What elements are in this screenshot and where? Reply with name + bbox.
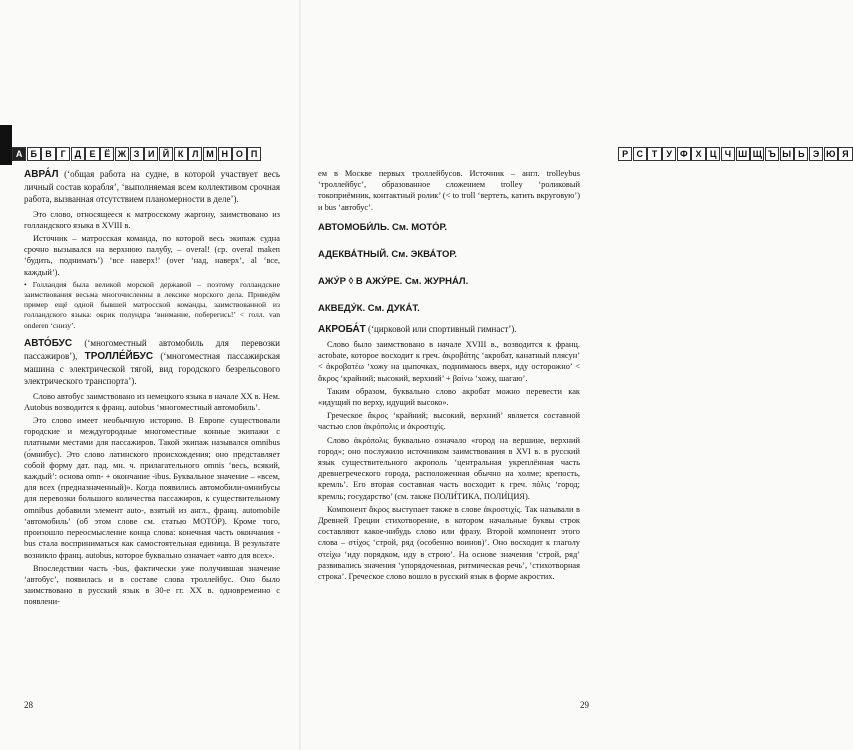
paragraph: Слово ἀκρόπολις буквально означало «город на вершине, верхний город»; оно послужило источником заимствования в XVI в. в русский язык существительного акрополь ‘центральная укреплённая часть древнегреческого города, расположенная обычно на холме; крепость, кремль’. Его вторая составная часть восходит к греч. πόλις ‘город; кремль; государство’ (см. также ПОЛИ́ТИКА, ПОЛИ́ЦИЯ). <box>318 435 580 501</box>
alphabet-letter: Ж <box>115 147 129 161</box>
headword-trolleybus: ТРОЛЛЕ́ЙБУС <box>84 351 154 363</box>
xref-adekvatny: АДЕКВА́ТНЫЙ. См. ЭКВА́ТОР. <box>318 248 457 260</box>
alphabet-letter: Д <box>71 147 85 161</box>
paragraph: Впоследствии часть -bus, фактически уже получившая значение ‘автобус’, появилась и в составе слова троллейбус. Оно было заимствовано в русский язык в 30-е гг. XX в. одновременно с появлени- <box>24 563 280 607</box>
alphabet-letter: Т <box>647 147 661 161</box>
continuation: ем в Москве первых троллейбусов. Источник – англ. trolleybus ‘троллейбус’, образованное сложением trolley ‘роликовый токоприёмник, контактный ролик’ (< to troll ‘вертеть, катить вкруговую’) и bus ‘автобус’. <box>318 169 580 212</box>
alphabet-letter: Х <box>691 147 705 161</box>
left-page <box>0 0 300 750</box>
alphabet-letter: Р <box>618 147 632 161</box>
alphabet-letter: Г <box>56 147 70 161</box>
paragraph: Слово было заимствовано в начале XVIII в., возводится к франц. acrobate, которое восходит к греч. ἀκροβάτης ‘акробат, канатный плясун’ < ἀκροβατέω ‘хожу на цыпочках, поднимаюсь вверх, иду осторожно’ < ἄκρος ‘крайний; высокий, верхний’ + βαίνω ‘хожу, шагаю’. <box>318 340 580 383</box>
alphabet-letter: Ч <box>721 147 735 161</box>
paragraph: Компонент ἄκρος выступает также в слове ἀκροστιχίς. Так называли в Древней Греции стихотворение, в котором начальные буквы строк составляют какое-нибудь слово или фразу. Второй компонент этого слова – στίχος ‘строй, ряд (особенно воинов)’. Оно восходит к глаголу στείχω ‘иду порядком, иду в строю’. На основе значения ‘строй, ряд’ развивались значения ‘упорядоченная, ритмическая речь’, ‘стихотворная строка’. Греческое слово вошло в русский язык в форме акростих. <box>318 504 580 582</box>
alphabet-letter: Ф <box>677 147 691 161</box>
entry-avral <box>24 168 280 206</box>
alphabet-letter: Ш <box>736 147 750 161</box>
xref-avtomobil: АВТОМОБИ́ЛЬ. См. МОТО́Р. <box>318 221 448 233</box>
alphabet-letter: С <box>633 147 647 161</box>
alphabet-letter: Ь <box>794 147 808 161</box>
alphabet-letter: Ъ <box>765 147 779 161</box>
alphabet-letter: Б <box>27 147 41 161</box>
definition-avral: (‘общая работа на судне, в которой участвует весь личный состав корабля’, ‘выполняемая всем коллективом срочная работа, вызванная отсутствием планомерности в деле’). <box>24 169 280 205</box>
xref-akveduk: АКВЕДУ́К. См. ДУКА́Т. <box>318 302 420 314</box>
alphabet-letter: Н <box>218 147 232 161</box>
alphabet-letter: К <box>174 147 188 161</box>
section-tab <box>0 125 12 165</box>
headword-avral: АВРА́Л <box>24 169 59 180</box>
definition-trolleybus: (‘многоместная пассажирская машина с электрической тягой, вид городского безрельсового электрического транспорта’). <box>24 351 280 387</box>
entry-avtobus <box>24 337 280 388</box>
alphabet-letter: Я <box>838 147 852 161</box>
page-number-right: 29 <box>580 700 589 710</box>
alphabet-letter: Э <box>809 147 823 161</box>
entry-akrobat <box>318 323 580 336</box>
left-column <box>24 168 280 610</box>
definition-avtobus: (‘многоместный автомобиль для перевозки пассажиров’), <box>24 337 280 362</box>
alphabet-letter: Ы <box>780 147 794 161</box>
paragraph: Это слово, относящееся к матросскому жаргону, заимствовано из голландского языка в XVIII в. <box>24 209 280 230</box>
alphabet-letter: И <box>144 147 158 161</box>
alphabet-letter: З <box>130 147 144 161</box>
alphabet-letter: Й <box>159 147 173 161</box>
paragraph: Источник – матросская команда, по которой весь экипаж судна срочно вызывался на верхнюю палубу, – overal! (ср. overal maken ‘будить, поднимать’) ‘все наверх!’ (over ‘над, наверх’, al ‘все, каждый’). <box>24 234 280 277</box>
alphabet-letter: Е <box>85 147 99 161</box>
alphabet-letter: А <box>12 147 26 161</box>
right-alphabet-bar <box>618 147 853 161</box>
xref-azhur: АЖУ́Р ◊ В АЖУ́РЕ. См. ЖУРНА́Л. <box>318 275 469 287</box>
alphabet-letter: Ю <box>824 147 838 161</box>
alphabet-letter: П <box>247 147 261 161</box>
definition-akrobat: (‘цирковой или спортивный гимнаст’). <box>365 323 517 334</box>
note: • Голландия была великой морской державой – поэтому голландские заимствования весьма многочисленны в лексике морского дела. Приведём пример ещё одной бывшей матросской команды, заимствованной из голландского языка: окрик полундра ‘внимание, поберегись!’ < голл. van onderen ‘снизу’. <box>24 279 280 330</box>
alphabet-letter: Щ <box>750 147 764 161</box>
alphabet-letter: Ё <box>100 147 114 161</box>
alphabet-letter: М <box>203 147 217 161</box>
headword-akrobat: АКРОБА́Т <box>318 323 366 335</box>
alphabet-letter: Л <box>188 147 202 161</box>
alphabet-letter: Ц <box>706 147 720 161</box>
paragraph: Слово автобус заимствовано из немецкого языка в начале XX в. Нем. Autobus возводится к франц. autobus ‘многоместный автомобиль’. <box>24 391 280 412</box>
alphabet-letter: У <box>662 147 676 161</box>
left-alphabet-bar <box>12 147 262 161</box>
page-number-left: 28 <box>24 700 33 710</box>
right-column <box>318 168 580 584</box>
right-page <box>300 0 849 750</box>
paragraph: Это слово имеет необычную историю. В Европе существовали городские и междугородные многоместные конные экипажи с платными местами для пассажиров. Такой экипаж назывался omnibus (о́мнибус). Это слово латинского происхождения; оно представляет собой форму дат. пад. мн. ч. прилагательного omnis ‘весь, всякий, каждый’: основа omn- + окончание -ibus. Буквальное значение – «всем, для всех (предназначенный)». Когда появились автомобили-омнибусы для перевозки большого количества пассажиров, к существительному omnibus добавили элемент auto-, взятый из англ., франц. automobile ‘автомобиль’ (об этом слове см. статью МОТО́Р). Кроме того, произошло переосмысление конца слова: конечная часть окончания -bus стала восприниматься как самостоятельная единица. В результате возникло франц. autobus, которое буквально означает «авто для всех». <box>24 416 280 560</box>
alphabet-letter: В <box>41 147 55 161</box>
paragraph: Таким образом, буквально слово акробат можно перевести как «идущий по верху, идущий высоко». <box>318 386 580 408</box>
paragraph: Греческое ἄκρος ‘крайний; высокий, верхний’ является составной частью слов ἀκρόπολις и ἀκροστιχίς. <box>318 411 580 432</box>
headword-avtobus: АВТО́БУС <box>24 337 73 349</box>
alphabet-letter: О <box>232 147 246 161</box>
